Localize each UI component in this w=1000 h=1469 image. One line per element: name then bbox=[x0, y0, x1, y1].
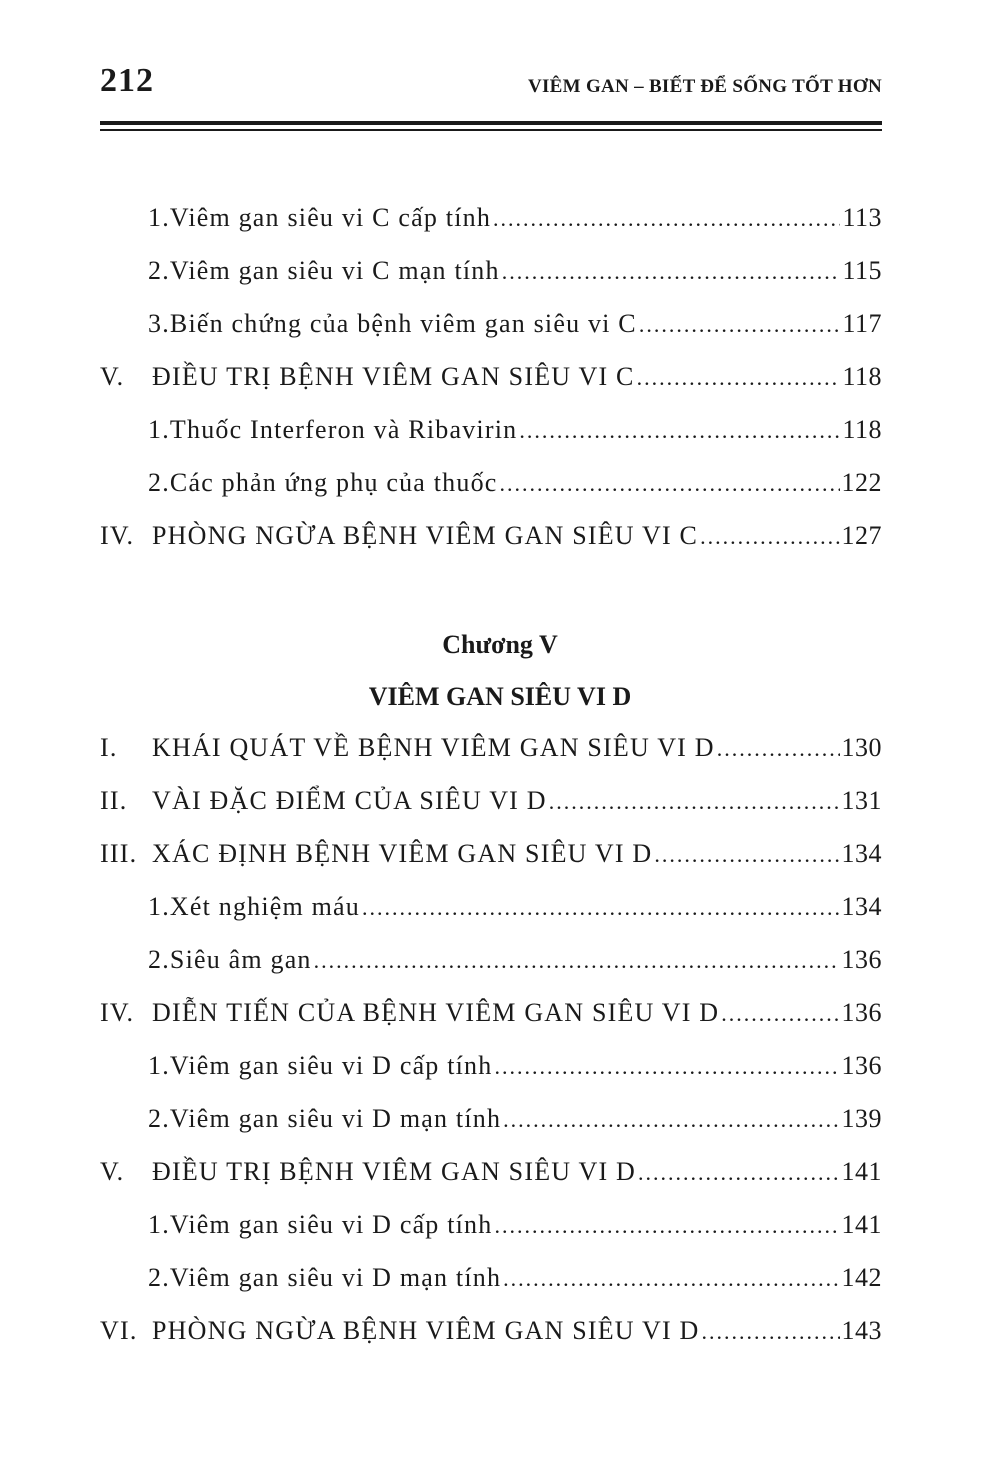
toc-entry bbox=[148, 1104, 882, 1138]
dot-leader bbox=[502, 259, 841, 285]
toc-entry-title: Biến chứng của bệnh viêm gan siêu vi C bbox=[169, 309, 637, 338]
toc-entry-page: 136 bbox=[841, 945, 882, 974]
toc-entry-page: 134 bbox=[841, 839, 882, 868]
toc-entry-number: 2. bbox=[148, 468, 170, 497]
toc-entry-title: Viêm gan siêu vi D cấp tính bbox=[169, 1051, 493, 1080]
toc-entry bbox=[148, 892, 882, 926]
dot-leader bbox=[494, 1054, 839, 1080]
toc-entry-title: PHÒNG NGỪA BỆNH VIÊM GAN SIÊU VI C bbox=[152, 521, 699, 550]
header-rule-thick bbox=[100, 121, 882, 125]
toc-entry-number: 1. bbox=[148, 892, 170, 921]
toc-entry-title: Siêu âm gan bbox=[169, 945, 312, 974]
dot-leader bbox=[721, 1001, 839, 1027]
toc-entry-page: 115 bbox=[842, 256, 882, 285]
toc-entry-title: Viêm gan siêu vi D mạn tính bbox=[169, 1263, 502, 1292]
dot-leader bbox=[503, 1266, 839, 1292]
dot-leader bbox=[638, 1160, 840, 1186]
toc-entry bbox=[100, 1157, 882, 1191]
toc-entry-number: I. bbox=[100, 733, 118, 762]
toc-entry bbox=[148, 1051, 882, 1085]
toc-entry-page: 136 bbox=[841, 998, 882, 1027]
toc-entry bbox=[148, 203, 882, 237]
toc-entry bbox=[100, 839, 882, 873]
toc-entry-number: 2. bbox=[148, 256, 170, 285]
toc-entry-title: Viêm gan siêu vi D cấp tính bbox=[169, 1210, 493, 1239]
toc-entry bbox=[148, 309, 882, 343]
toc-entry-title: PHÒNG NGỪA BỆNH VIÊM GAN SIÊU VI D bbox=[152, 1316, 700, 1345]
toc-entry-number: 1. bbox=[148, 415, 170, 444]
toc-entry bbox=[100, 362, 882, 396]
toc-entry-page: 127 bbox=[841, 521, 882, 550]
toc-entry bbox=[148, 1210, 882, 1244]
dot-leader bbox=[362, 895, 840, 921]
toc-entry bbox=[100, 1316, 882, 1350]
chapter-title: VIÊM GAN SIÊU VI D bbox=[368, 682, 632, 711]
toc-entry-number: III. bbox=[100, 839, 138, 868]
toc-entry-number: V. bbox=[100, 1157, 125, 1186]
dot-leader bbox=[503, 1107, 839, 1133]
toc-entry-page: 142 bbox=[841, 1263, 882, 1292]
toc-entry-page: 141 bbox=[841, 1157, 882, 1186]
page-header bbox=[100, 62, 882, 106]
toc-entry-page: 130 bbox=[841, 733, 882, 762]
toc-entry-number: II. bbox=[100, 786, 128, 815]
toc-entry-page: 141 bbox=[841, 1210, 882, 1239]
toc-entry bbox=[148, 415, 882, 449]
header-rule-thin bbox=[100, 129, 882, 131]
dot-leader bbox=[314, 948, 840, 974]
page-number: 212 bbox=[100, 62, 154, 99]
toc-entry-title: XÁC ĐỊNH BỆNH VIÊM GAN SIÊU VI D bbox=[152, 839, 653, 868]
toc-entry-number: 3. bbox=[148, 309, 170, 338]
dot-leader bbox=[549, 789, 840, 815]
dot-leader bbox=[654, 842, 839, 868]
toc-entry-number: 2. bbox=[148, 945, 170, 974]
toc-entry bbox=[100, 521, 882, 555]
toc-entry-title: VÀI ĐẶC ĐIỂM CỦA SIÊU VI D bbox=[152, 786, 547, 815]
toc-entry-title: Thuốc Interferon và Ribavirin bbox=[169, 415, 518, 444]
toc-entry-page: 134 bbox=[841, 892, 882, 921]
toc-entry-number: V. bbox=[100, 362, 125, 391]
toc-entry-title: DIỄN TIẾN CỦA BỆNH VIÊM GAN SIÊU VI D bbox=[152, 998, 720, 1027]
toc-entry-number: VI. bbox=[100, 1316, 138, 1345]
toc-entry bbox=[148, 468, 882, 502]
toc-entry-title: ĐIỀU TRỊ BỆNH VIÊM GAN SIÊU VI D bbox=[152, 1157, 636, 1186]
toc-entry-page: 122 bbox=[841, 468, 882, 497]
toc-entry-title: KHÁI QUÁT VỀ BỆNH VIÊM GAN SIÊU VI D bbox=[152, 733, 715, 762]
toc-entry-number: 2. bbox=[148, 1104, 170, 1133]
toc-entry-title: Viêm gan siêu vi C cấp tính bbox=[169, 203, 492, 232]
toc-entry-page: 131 bbox=[841, 786, 882, 815]
toc-entry bbox=[100, 998, 882, 1032]
toc-entry bbox=[148, 256, 882, 290]
dot-leader bbox=[519, 418, 840, 444]
dot-leader bbox=[500, 471, 840, 497]
toc-entry bbox=[100, 786, 882, 820]
dot-leader bbox=[493, 206, 840, 232]
toc-entry-page: 136 bbox=[841, 1051, 882, 1080]
toc-entry-page: 113 bbox=[842, 203, 882, 232]
dot-leader bbox=[717, 736, 840, 762]
toc-entry-page: 118 bbox=[842, 362, 882, 391]
toc-entry-page: 139 bbox=[841, 1104, 882, 1133]
dot-leader bbox=[639, 312, 841, 338]
toc-entry bbox=[148, 945, 882, 979]
toc-entry-title: ĐIỀU TRỊ BỆNH VIÊM GAN SIÊU VI C bbox=[152, 362, 635, 391]
running-title: VIÊM GAN – BIẾT ĐỂ SỐNG TỐT HƠN bbox=[527, 76, 882, 97]
toc-entry-number: 1. bbox=[148, 1210, 170, 1239]
toc-entry-title: Viêm gan siêu vi C mạn tính bbox=[169, 256, 500, 285]
toc-entry-title: Xét nghiệm máu bbox=[169, 892, 360, 921]
toc-entry-number: 1. bbox=[148, 203, 170, 232]
dot-leader bbox=[702, 1319, 840, 1345]
toc-entry-page: 118 bbox=[842, 415, 882, 444]
toc-entry-number: IV. bbox=[100, 521, 135, 550]
toc-entry-page: 117 bbox=[842, 309, 882, 338]
toc-entry-title: Các phản ứng phụ của thuốc bbox=[169, 468, 498, 497]
toc-entry-page: 143 bbox=[841, 1316, 882, 1345]
toc-entry-number: IV. bbox=[100, 998, 135, 1027]
toc-entry-title: Viêm gan siêu vi D mạn tính bbox=[169, 1104, 502, 1133]
dot-leader bbox=[494, 1213, 839, 1239]
dot-leader bbox=[700, 524, 839, 550]
toc-entry-number: 1. bbox=[148, 1051, 170, 1080]
chapter-label: Chương V bbox=[442, 630, 558, 659]
toc-entry bbox=[148, 1263, 882, 1297]
dot-leader bbox=[637, 365, 841, 391]
toc-entry bbox=[100, 733, 882, 767]
toc-entry-number: 2. bbox=[148, 1263, 170, 1292]
